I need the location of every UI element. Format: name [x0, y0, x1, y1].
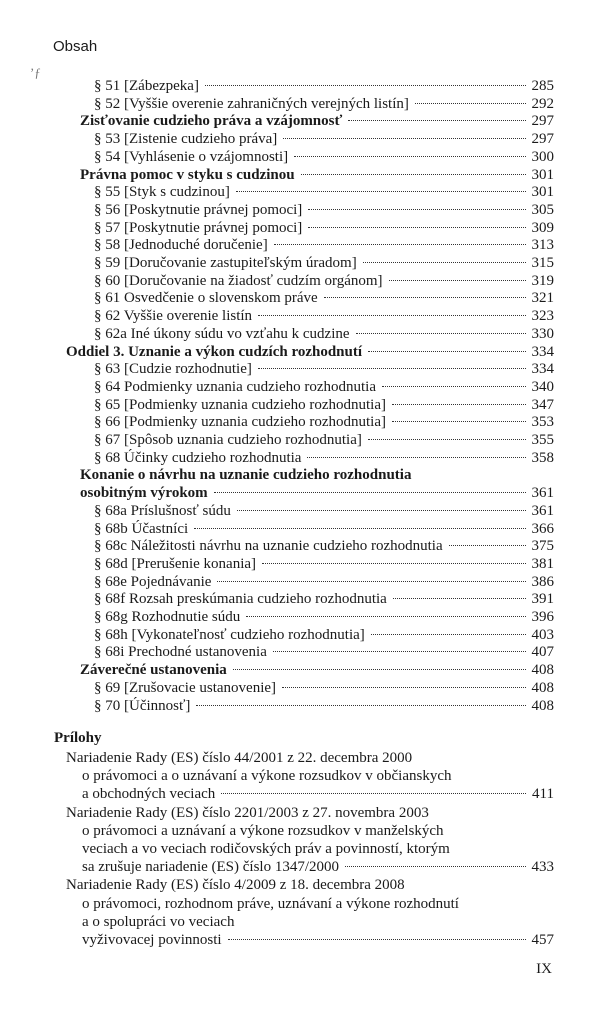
dot-leader — [228, 939, 526, 940]
toc-entry-label: § 68g Rozhodnutie súdu — [94, 609, 241, 625]
toc-entry-label: § 56 [Poskytnutie právnej pomoci] — [94, 201, 303, 218]
appendix-line-text: o právomoci a o uznávaní a výkone rozsudkov v občianskych — [82, 768, 452, 785]
toc-entry-page: 366 — [531, 520, 554, 537]
toc-entry — [94, 254, 554, 272]
toc-entry — [80, 484, 554, 502]
toc-entry-label: § 68d [Prerušenie konania] — [94, 555, 257, 572]
toc-entry — [94, 307, 554, 325]
toc-entry — [94, 643, 554, 661]
toc-entry-page: 361 — [531, 485, 554, 502]
dot-leader — [392, 421, 526, 422]
toc-entry — [94, 289, 554, 307]
toc-entry-page: 300 — [531, 148, 554, 165]
dot-leader — [393, 598, 526, 599]
toc-entry-page: 381 — [531, 555, 554, 572]
toc-entry-page: 396 — [531, 609, 554, 625]
toc-entry-page: 292 — [531, 95, 554, 112]
toc-entry-label: § 66 [Podmienky uznania cudzieho rozhodnutia] — [94, 414, 387, 431]
dot-leader — [392, 404, 526, 405]
toc-entry-label: § 58 [Jednoduché doručenie] — [94, 237, 268, 254]
toc-entry — [94, 325, 554, 343]
toc-entry — [94, 130, 554, 148]
appendix-line-text: o právomoci, rozhodnom práve, uznávaní a výkone rozhodnutí — [82, 895, 459, 912]
appendix-heading: Prílohy — [54, 730, 102, 746]
dot-leader — [449, 545, 526, 546]
appendix-line — [66, 876, 554, 894]
toc-entry-page: 319 — [531, 272, 554, 289]
toc-entry-page: 408 — [531, 697, 554, 714]
dot-leader — [348, 120, 526, 121]
toc-entry-page: 340 — [531, 378, 554, 395]
toc-entry-page: 315 — [531, 255, 554, 271]
toc-entry-page: 358 — [531, 449, 554, 466]
toc-entry-page: 403 — [531, 626, 554, 643]
running-header: Obsah — [53, 38, 98, 55]
toc-entry — [94, 520, 554, 538]
appendix-line-page: 433 — [531, 859, 554, 876]
toc-entry — [80, 112, 554, 130]
toc-entry-page: 297 — [531, 113, 554, 130]
toc-entry-label: Právna pomoc v styku s cudzinou — [80, 166, 295, 183]
appendix-line-text: a obchodných veciach — [82, 786, 216, 803]
toc-entry — [94, 201, 554, 219]
toc-entry-page: 353 — [531, 414, 554, 431]
appendix-line-text: veciach a vo veciach rodičovských práv a povinností, ktorým — [82, 841, 450, 857]
toc-entry-page: 285 — [531, 78, 554, 94]
dot-leader — [389, 280, 526, 281]
toc-entry-label: § 68i Prechodné ustanovenia — [94, 644, 267, 661]
toc-entry — [94, 573, 554, 591]
toc-entry-label: § 69 [Zrušovacie ustanovenie] — [94, 679, 277, 696]
toc-entry — [94, 77, 554, 95]
toc-entry — [94, 679, 554, 697]
toc-entry-page: 408 — [531, 679, 554, 696]
toc-entry — [94, 431, 554, 449]
toc-entry-label: Konanie o návrhu na uznanie cudzieho rozhodnutia — [80, 467, 412, 484]
toc-entry-label: § 62 Vyššie overenie listín — [94, 308, 253, 325]
toc-entry-label: § 55 [Styk s cudzinou] — [94, 184, 230, 201]
toc-entry-label: § 51 [Zábezpeka] — [94, 78, 199, 94]
toc-entry-page: 297 — [531, 131, 554, 148]
appendix-line-text: sa zrušuje nariadenie (ES) číslo 1347/2000 — [82, 859, 340, 876]
appendix-line-page: 411 — [532, 786, 554, 803]
toc-entry-page: 330 — [531, 325, 554, 342]
toc-entry-page: 309 — [531, 219, 554, 236]
toc-entry-page: 347 — [531, 396, 554, 413]
toc-entry-label: § 68c Náležitosti návrhu na uznanie cudzieho rozhodnutia — [94, 538, 443, 555]
toc-entry-label: § 63 [Cudzie rozhodnutie] — [94, 361, 252, 378]
appendix-line-page: 457 — [531, 932, 554, 948]
dot-leader — [214, 492, 526, 493]
dot-leader — [294, 156, 526, 157]
toc-entry-label: § 53 [Zistenie cudzieho práva] — [94, 131, 278, 148]
appendix-line-text: Nariadenie Rady (ES) číslo 44/2001 z 22. decembra 2000 — [66, 750, 413, 766]
appendix-line-text: Nariadenie Rady (ES) číslo 2201/2003 z 27. novembra 2003 — [66, 804, 429, 821]
toc-entry-label: § 54 [Vyhlásenie o vzájomnosti] — [94, 148, 289, 165]
dot-leader — [236, 191, 526, 192]
dot-leader — [371, 634, 526, 635]
dot-leader — [258, 368, 526, 369]
dot-leader — [258, 315, 526, 316]
toc-entry-label: § 68e Pojednávanie — [94, 573, 212, 590]
toc-entry-page: 334 — [531, 361, 554, 378]
dot-leader — [282, 687, 526, 688]
toc-entry — [94, 537, 554, 555]
toc-entry-label: § 68f Rozsah preskúmania cudzieho rozhodnutia — [94, 591, 387, 608]
dot-leader — [262, 563, 526, 564]
appendix-line — [66, 804, 554, 822]
appendix-line-text: vyživovacej povinnosti — [82, 932, 222, 948]
appendix-line — [82, 840, 554, 858]
toc-entry — [94, 95, 554, 113]
toc-entry-label: § 52 [Vyššie overenie zahraničných verejných listín] — [94, 95, 409, 112]
toc-entry-page: 321 — [531, 290, 554, 307]
dot-leader — [307, 457, 526, 458]
toc-entry-label: § 70 [Účinnosť] — [94, 697, 191, 714]
toc-entry-label: § 59 [Doručovanie zastupiteľským úradom] — [94, 255, 357, 271]
appendix-line — [82, 822, 554, 840]
toc-entry — [80, 166, 554, 184]
toc-entry — [94, 219, 554, 237]
toc-entry-label: § 57 [Poskytnutie právnej pomoci] — [94, 219, 303, 236]
toc-entry — [80, 661, 554, 679]
toc-entry — [94, 449, 554, 467]
toc-entry — [80, 466, 554, 484]
toc-entry-label: § 68b Účastníci — [94, 520, 189, 537]
toc-entry-page: 313 — [531, 237, 554, 254]
toc-entry-page: 407 — [531, 644, 554, 661]
toc-entry-page: 408 — [531, 662, 554, 679]
dot-leader — [308, 227, 526, 228]
toc-entry — [94, 555, 554, 573]
stray-ink-mark: ’ƒ — [30, 65, 41, 80]
dot-leader — [246, 616, 526, 617]
toc-entry-label: Záverečné ustanovenia — [80, 662, 227, 679]
appendix-line-text: Nariadenie Rady (ES) číslo 4/2009 z 18. decembra 2008 — [66, 877, 405, 894]
appendix-line — [82, 785, 554, 803]
toc-entry-label: § 60 [Doručovanie na žiadosť cudzím orgánom] — [94, 272, 383, 289]
dot-leader — [196, 705, 526, 706]
dot-leader — [283, 138, 526, 139]
dot-leader — [363, 262, 526, 263]
dot-leader — [221, 793, 526, 794]
appendix-line — [82, 913, 554, 931]
toc-entry-label: § 64 Podmienky uznania cudzieho rozhodnutia — [94, 378, 377, 395]
dot-leader — [233, 669, 526, 670]
appendix-line-text: o právomoci a uznávaní a výkone rozsudkov v manželských — [82, 822, 444, 839]
toc-entry-page: 301 — [531, 184, 554, 201]
appendix-line — [82, 767, 554, 785]
toc-entry-label: § 68 Účinky cudzieho rozhodnutia — [94, 449, 302, 466]
toc-entry — [94, 272, 554, 290]
toc-entry — [94, 148, 554, 166]
toc-entry-page: 334 — [531, 343, 554, 360]
dot-leader — [368, 351, 526, 352]
toc-entry-page: 301 — [531, 166, 554, 183]
toc-entry — [94, 413, 554, 431]
toc-entry-label: § 65 [Podmienky uznania cudzieho rozhodnutia] — [94, 396, 387, 413]
toc-entry — [94, 590, 554, 608]
appendix-line — [66, 749, 554, 767]
toc-entry — [94, 502, 554, 520]
toc-entry-label: § 62a Iné úkony súdu vo vzťahu k cudzine — [94, 325, 350, 342]
page-number: IX — [536, 961, 552, 977]
toc-entry-label: § 67 [Spôsob uznania cudzieho rozhodnutia] — [94, 432, 362, 448]
toc-entry-label: § 68h [Vykonateľnosť cudzieho rozhodnutia] — [94, 626, 365, 643]
dot-leader — [382, 386, 526, 387]
dot-leader — [205, 85, 526, 86]
dot-leader — [324, 297, 526, 298]
dot-leader — [368, 439, 526, 440]
toc-entry — [94, 396, 554, 414]
appendix-line — [82, 858, 554, 876]
toc-entry — [94, 697, 554, 715]
toc-entry — [94, 236, 554, 254]
dot-leader — [217, 581, 526, 582]
toc-entry — [94, 378, 554, 396]
toc-entry-label: Zisťovanie cudzieho práva a vzájomnosť — [80, 113, 343, 130]
toc-entry-label: Oddiel 3. Uznanie a výkon cudzích rozhodnutí — [66, 343, 363, 360]
dot-leader — [273, 651, 526, 652]
toc-entry — [66, 343, 554, 361]
appendix-line — [82, 895, 554, 913]
toc-entry-label: osobitným výrokom — [80, 485, 208, 502]
dot-leader — [194, 528, 526, 529]
appendix-line — [82, 931, 554, 949]
toc-entry-label: § 68a Príslušnosť súdu — [94, 502, 231, 519]
dot-leader — [356, 333, 526, 334]
dot-leader — [274, 244, 526, 245]
dot-leader — [237, 510, 526, 511]
dot-leader — [301, 174, 526, 175]
toc-entry-page: 375 — [531, 538, 554, 555]
dot-leader — [415, 103, 526, 104]
toc-entry-page: 305 — [531, 201, 554, 218]
toc-entry-page: 361 — [531, 502, 554, 519]
toc-entry — [94, 608, 554, 626]
toc-entry — [94, 360, 554, 378]
toc-entry — [94, 626, 554, 644]
toc-entry-page: 323 — [531, 308, 554, 325]
toc-entry-label: § 61 Osvedčenie o slovenskom práve — [94, 290, 318, 307]
appendix-line-text: a o spolupráci vo veciach — [82, 913, 235, 930]
dot-leader — [308, 209, 526, 210]
toc-entry-page: 355 — [531, 432, 554, 448]
toc-entry-page: 391 — [531, 591, 554, 608]
toc-entry — [94, 183, 554, 201]
dot-leader — [345, 866, 526, 867]
toc-entry-page: 386 — [531, 573, 554, 590]
